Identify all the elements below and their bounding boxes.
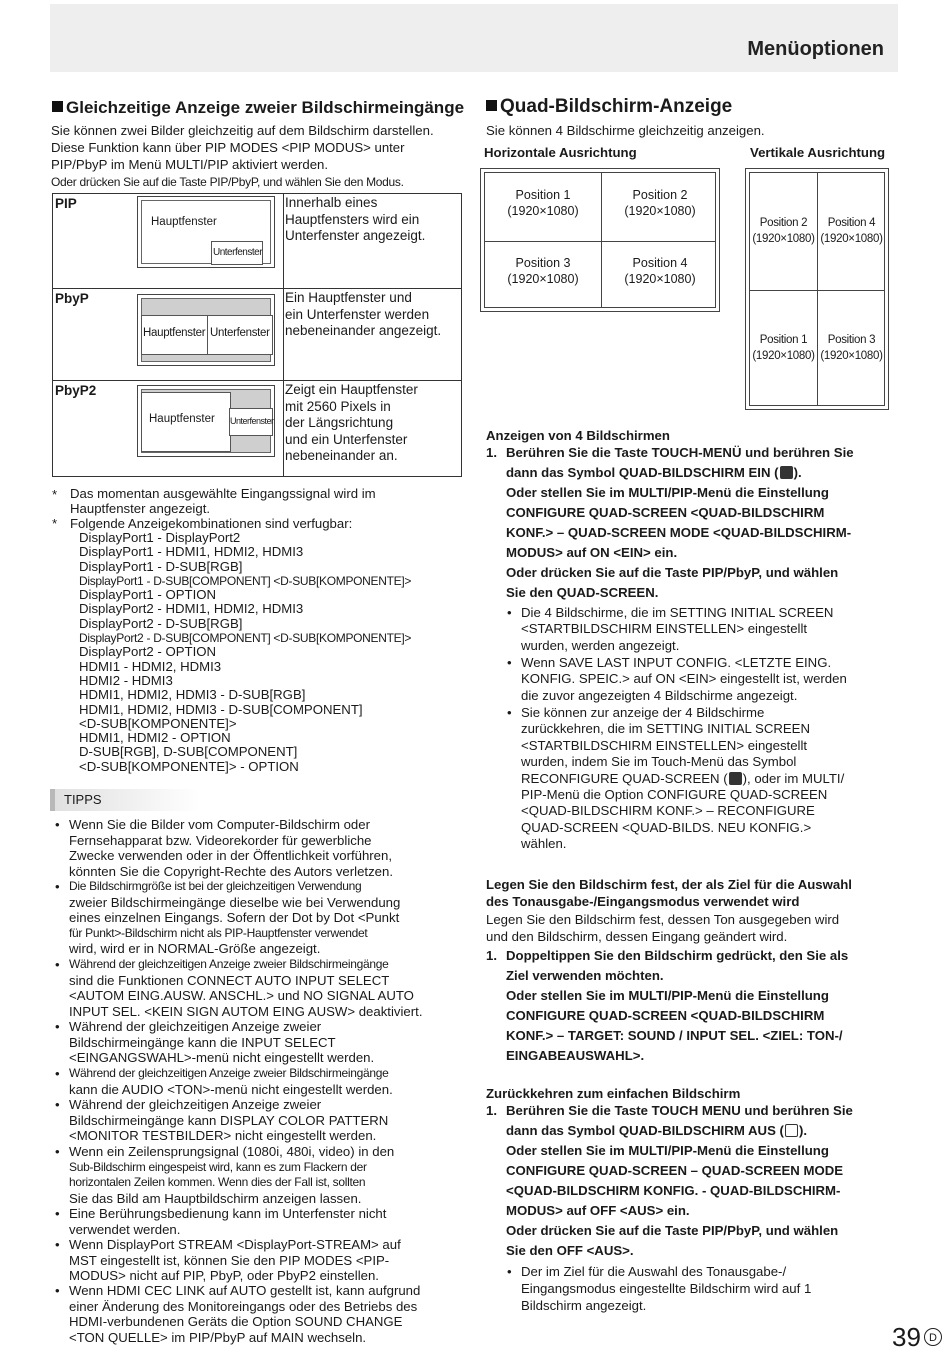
left-intro-2: Diese Funktion kann über PIP MODES <PIP MODUS> unter (51, 140, 405, 155)
target-text (486, 911, 839, 945)
note-2: Folgende Anzeigekombinationen sind verfugbar: (70, 516, 353, 531)
combination-item: DisplayPort1 - D-SUB[COMPONENT] <D-SUB[KOMPONENTE]> (79, 573, 412, 588)
pbyp-desc-line: Ein Hauptfenster und (285, 290, 412, 305)
pip-mode-table (52, 193, 462, 477)
step-line: Sie den QUAD-SCREEN. (506, 585, 659, 600)
tipps-item (69, 1144, 394, 1206)
tipps-label: TIPPS (64, 792, 102, 807)
pbyp-desc-line: ein Unterfenster werden (285, 306, 430, 322)
cell-name: Position 2 (759, 217, 808, 229)
pbyp-desc-line: nebeneinander angezeigt. (285, 323, 442, 338)
quad-screen-on-icon (780, 466, 793, 479)
cell-res: (1920×1080) (820, 350, 883, 362)
tipps-line: Fernsehapparat bzw. Videorekorder für gewerbliche (69, 832, 372, 848)
combination-item: <D-SUB[KOMPONENTE]> (79, 715, 237, 731)
show4-bullet (521, 655, 847, 704)
combination-item: HDMI2 - HDMI3 (79, 672, 173, 688)
step-line (506, 463, 854, 483)
pbyp2-desc-line: nebeneinander an. (285, 448, 398, 463)
show4-bullet (521, 705, 844, 853)
tipps-item (69, 1066, 393, 1097)
tipps-line: • Die Bildschirmgröße ist bei der gleichzeitigen Verwendung (69, 879, 362, 893)
cell-res: (1920×1080) (507, 272, 579, 286)
quad-divider (817, 173, 818, 405)
main-window-frame (141, 392, 231, 452)
combination-item: DisplayPort1 - HDMI1, HDMI2, HDMI3 (79, 544, 304, 560)
step-line: KONF.> – QUAD-SCREEN MODE <QUAD-BILDSCHIRM- (506, 525, 852, 540)
pip-row-label: PIP (55, 196, 77, 211)
cell-res: (1920×1080) (752, 233, 815, 245)
note-asterisk: * (52, 516, 58, 531)
step-number: 1. (486, 1103, 497, 1118)
tipps-line: Bildschirmeingänge kann DISPLAY COLOR PATTERN (69, 1112, 389, 1128)
step-line: EINGABEAUSWAHL>. (506, 1048, 645, 1063)
tipps-line: <AUTOM EING.AUSW. ANSCHL.> und NO SIGNAL AUTO (69, 988, 414, 1004)
combination-list (79, 531, 411, 774)
tipps-item (69, 957, 422, 1019)
note-1-line: Hauptfenster angezeigt. (70, 500, 211, 516)
tipps-item (69, 879, 400, 957)
step-line: Ziel verwenden möchten. (506, 968, 664, 983)
pbyp2-desc-line: der Längsrichtung (285, 415, 394, 430)
cell-res: (1920×1080) (507, 204, 579, 218)
tipps-line: sind die Funktionen CONNECT AUTO INPUT SELECT (69, 972, 390, 988)
pbyp2-row (53, 380, 461, 477)
pbyp-row (53, 288, 461, 381)
step-line: KONF.> – TARGET: SOUND / INPUT SEL. <ZIEL: TON-/ (506, 1028, 843, 1043)
pbyp2-monitor-diagram (137, 385, 275, 457)
step-line-text: ). (793, 465, 802, 480)
sub-window-frame (207, 315, 273, 355)
tipps-line: könnten Sie die Copyright-Rechte des Autors verletzen. (69, 863, 394, 879)
main-window-label: Hauptfenster (149, 413, 215, 425)
step-line: <QUAD-BILDSCHIRM KONFIG. - QUAD-BILDSCHIRM- (506, 1183, 841, 1198)
step-line: Sie den OFF <AUS>. (506, 1243, 634, 1258)
combination-item: HDMI1, HDMI2 - OPTION (79, 730, 231, 746)
tipps-line: kann die AUDIO <TON>-menü nicht eingestellt werden. (69, 1081, 393, 1097)
bullet-line: • Der im Ziel für die Auswahl des Tonausgabe-/ (521, 1264, 787, 1279)
bullet-line: KONFIG. SPEIC.> auf ON <EIN> eingestellt ist, werden (521, 671, 847, 687)
step-line (506, 1121, 853, 1141)
cell-name: Position 1 (759, 334, 808, 346)
tipps-line: Zwecke verwenden oder in der Öffentlichkeit vorführen, (69, 848, 393, 864)
tipps-item (69, 1097, 388, 1144)
step-line-text: ). (798, 1123, 807, 1138)
combination-item: DisplayPort1 - OPTION (79, 587, 217, 603)
quad-cell-position-2 (750, 215, 817, 247)
tipps-line: INPUT SEL. <KEIN SIGN AUTOM EING AUSW> deaktiviert. (69, 1003, 423, 1019)
horizontal-label: Horizontale Ausrichtung (484, 145, 637, 160)
cell-name: Position 3 (515, 256, 571, 270)
quad-cell-position-4 (602, 255, 718, 287)
step-line: Oder drücken Sie auf die Taste PIP/PbyP, und wählen (506, 1223, 839, 1238)
tipps-line: • Wenn Sie die Bilder vom Computer-Bildschirm oder (69, 817, 370, 832)
tipps-line: verwendet werden. (69, 1221, 181, 1237)
section-title-right-text: Quad-Bildschirm-Anzeige (500, 96, 733, 117)
bullet-line: zurückkehren, die im SETTING INITIAL SCREEN (521, 721, 810, 737)
section-title-right (486, 96, 732, 118)
reconfigure-quad-screen-icon (729, 772, 742, 785)
right-intro: Sie können 4 Bildschirme gleichzeitig anzeigen. (486, 123, 765, 138)
combination-item: DisplayPort2 - OPTION (79, 644, 217, 660)
bullet-line: • Wenn SAVE LAST INPUT CONFIG. <LETZTE EING. (521, 655, 832, 670)
target-step (506, 946, 848, 1066)
step-line-text: dann das Symbol QUAD-BILDSCHIRM EIN ( (506, 465, 779, 480)
pbyp-desc (285, 290, 441, 340)
quad-cell-position-1 (750, 332, 817, 364)
tipps-line: HDMI-verbundenen Geräts die Option SOUND CHANGE (69, 1314, 403, 1330)
combination-item: DisplayPort1 - DisplayPort2 (79, 530, 241, 545)
step-number: 1. (486, 948, 497, 963)
tipps-item (69, 1019, 374, 1066)
step-line: Berühren Sie die Taste TOUCH-MENÜ und berühren Sie (506, 445, 854, 460)
combination-item: DisplayPort1 - D-SUB[RGB] (79, 558, 243, 574)
vertical-quad-diagram (745, 168, 889, 410)
sub-window-frame (229, 408, 273, 436)
square-bullet-icon (486, 100, 497, 111)
cell-res: (1920×1080) (624, 272, 696, 286)
quad-cell-position-3 (818, 332, 885, 364)
combination-item: <D-SUB[KOMPONENTE]> - OPTION (79, 758, 299, 774)
bullet-line: PIP-Menü die Option CONFIGURE QUAD-SCREEN (521, 787, 828, 803)
bullet-line: wählen. (521, 836, 567, 852)
combination-item: D-SUB[RGB], D-SUB[COMPONENT] (79, 744, 298, 760)
step-line: Oder stellen Sie im MULTI/PIP-Menü die Einstellung (506, 485, 829, 500)
target-heading-line: des Tonausgabe-/Eingangsmodus verwendet wird (486, 894, 800, 909)
bullet-line: die zuvor angezeigten 4 Bildschirme angezeigt. (521, 687, 798, 703)
quad-divider (485, 241, 715, 242)
bullet-line: wurden, werden angezeigt. (521, 637, 680, 653)
main-window-label: Hauptfenster (151, 216, 217, 228)
main-window-label: Hauptfenster (143, 327, 206, 339)
step-line: CONFIGURE QUAD-SCREEN <QUAD-BILDSCHIRM (506, 505, 825, 520)
tipps-line: • Während der gleichzeitigen Anzeige zweier Bildschirmeingänge (69, 957, 389, 971)
quad-frame (484, 172, 716, 308)
pip-desc-line: Hauptfensters wird ein (285, 211, 420, 227)
header-bar (50, 4, 898, 72)
note-asterisk: * (52, 487, 58, 502)
quad-frame (749, 172, 885, 406)
cell-name: Position 3 (827, 334, 876, 346)
step-line: CONFIGURE QUAD-SCREEN <QUAD-BILDSCHIRM (506, 1008, 825, 1023)
tipps-line: für Punkt>-Bildschirm nicht als PIP-Hauptfenster verwendet (69, 925, 368, 940)
step-line: Oder stellen Sie im MULTI/PIP-Menü die Einstellung (506, 988, 829, 1003)
tipps-line: • Während der gleichzeitigen Anzeige zweier (69, 1097, 322, 1112)
step-number: 1. (486, 445, 497, 460)
step-line: MODUS> auf OFF <AUS> ein. (506, 1203, 690, 1218)
quad-screen-off-icon (785, 1124, 798, 1137)
pbyp2-row-label: PbyP2 (55, 383, 97, 398)
pbyp2-desc-line: mit 2560 Pixels in (285, 398, 391, 414)
target-text-line: und den Bildschirm, dessen Eingang geändert wird. (486, 929, 788, 944)
pip-row (53, 194, 461, 288)
combination-item: DisplayPort2 - HDMI1, HDMI2, HDMI3 (79, 601, 304, 617)
bullet-line: Bildschirm angezeigt. (521, 1298, 647, 1313)
pip-desc (285, 195, 425, 245)
step-line: Doppeltippen Sie den Bildschirm gedrückt, den Sie als (506, 948, 849, 963)
quad-cell-position-3 (485, 255, 601, 287)
cell-name: Position 4 (827, 217, 876, 229)
vertical-label: Vertikale Ausrichtung (750, 145, 886, 160)
quad-cell-position-1 (485, 187, 601, 219)
step-line-text: dann das Symbol QUAD-BILDSCHIRM AUS ( (506, 1123, 784, 1138)
main-window-frame (141, 315, 209, 355)
tipps-line: zweier Bildschirmeingänge dieselbe wie bei Verwendung (69, 894, 401, 910)
left-intro-small: Oder drücken Sie auf die Taste PIP/PbyP, und wählen Sie den Modus. (51, 175, 404, 189)
pip-desc-line: Innerhalb eines (285, 195, 378, 210)
bullet-line: QUAD-SCREEN <QUAD-BILDS. NEU KONFIG.> (521, 819, 812, 835)
quad-divider (750, 290, 884, 291)
combination-item: HDMI1 - HDMI2, HDMI3 (79, 658, 222, 674)
tipps-line: horizontalen Zeilen kommen. Wenn dies der Fall ist, sollten (69, 1175, 366, 1190)
cell-name: Position 2 (632, 188, 688, 202)
step-line: Berühren Sie die Taste TOUCH MENU und berühren Sie (506, 1103, 853, 1118)
pip-monitor-diagram (137, 196, 275, 268)
show4-bullet (521, 605, 833, 654)
step-line: Oder stellen Sie im MULTI/PIP-Menü die Einstellung (506, 1143, 829, 1158)
square-bullet-icon (52, 101, 63, 112)
tipps-banner (50, 789, 200, 811)
left-intro-3: PIP/PbyP im Menü MULTI/PIP aktiviert werden. (51, 157, 329, 172)
tipps-line: <MONITOR TESTBILDER> nicht eingestellt werden. (69, 1128, 377, 1144)
cell-res: (1920×1080) (624, 204, 696, 218)
bullet-line: Eingangsmodus eingestellte Bildschirm wird auf 1 (521, 1281, 812, 1296)
horizontal-quad-diagram (480, 168, 720, 312)
language-mark: D (924, 1328, 942, 1346)
quad-cell-position-2 (602, 187, 718, 219)
tipps-line: Sie das Bild am Hauptbildschirm anzeigen lassen. (69, 1190, 362, 1206)
bullet-line: <STARTBILDSCHIRM EINSTELLEN> eingestellt (521, 737, 808, 753)
bullet-line: wurden, indem Sie im Touch-Menü das Symbol (521, 754, 797, 770)
tipps-line: • Während der gleichzeitigen Anzeige zweier Bildschirmeingänge (69, 1066, 389, 1080)
note-1-line: Das momentan ausgewählte Eingangssignal wird im (70, 486, 376, 501)
pbyp2-desc-line: und ein Unterfenster (285, 431, 408, 447)
target-heading (486, 876, 852, 910)
target-heading-line: Legen Sie den Bildschirm fest, der als Ziel für die Auswahl (486, 877, 852, 892)
section-title-left-text: Gleichzeitige Anzeige zweier Bildschirmeingänge (66, 98, 465, 117)
pbyp2-desc-line: Zeigt ein Hauptfenster (285, 382, 418, 397)
tipps-line: • Wenn DisplayPort STREAM <DisplayPort-STREAM> auf (69, 1237, 401, 1252)
cell-res: (1920×1080) (820, 233, 883, 245)
sub-window-label: Unterfenster (210, 327, 270, 339)
tipps-line: • Während der gleichzeitigen Anzeige zweier (69, 1019, 322, 1034)
tipps-line: Bildschirmeingänge kann die INPUT SELECT (69, 1034, 336, 1050)
sub-window-frame (211, 241, 263, 265)
tipps-item (69, 1237, 401, 1284)
single-step (506, 1101, 853, 1261)
combination-item: HDMI1, HDMI2, HDMI3 - D-SUB[RGB] (79, 687, 306, 703)
tipps-line: eines einzelnen Eingangs. Sofern der Dot by Dot <Punkt (69, 910, 400, 926)
show4-heading: Anzeigen von 4 Bildschirmen (486, 428, 670, 443)
tipps-line: • Eine Berührungsbedienung kann im Unterfenster nicht (69, 1206, 387, 1221)
bullet-line-text: ), oder im MULTI/ (742, 770, 845, 786)
combination-item: DisplayPort2 - D-SUB[RGB] (79, 615, 243, 631)
pbyp2-desc (285, 382, 418, 465)
tipps-item (69, 1283, 420, 1345)
tipps-line: • Wenn ein Zeilensprungsignal (1080i, 480i, video) in den (69, 1144, 395, 1159)
combination-item: DisplayPort2 - D-SUB[COMPONENT] <D-SUB[KOMPONENTE]> (79, 631, 412, 646)
step-line: CONFIGURE QUAD-SCREEN – QUAD-SCREEN MODE (506, 1163, 844, 1178)
tipps-line: • Wenn HDMI CEC LINK auf AUTO gestellt ist, kann aufgrund (69, 1283, 421, 1298)
target-text-line: Legen Sie den Bildschirm fest, dessen Ton ausgegeben wird (486, 912, 840, 927)
bullet-line-text: RECONFIGURE QUAD-SCREEN ( (521, 770, 728, 786)
tipps-line: <TON QUELLE> im PIP/PbyP auf MAIN wechseln. (69, 1329, 367, 1345)
tipps-line: einer Änderung des Monitoreingangs oder des Betriebs des (69, 1298, 418, 1314)
quad-cell-position-4 (818, 215, 885, 247)
step-line: Oder drücken Sie auf die Taste PIP/PbyP, und wählen (506, 565, 839, 580)
sub-window-label: Unterfenster (230, 416, 274, 426)
page-header-title: Menüoptionen (747, 38, 884, 60)
cell-res: (1920×1080) (752, 350, 815, 362)
pip-desc-line: Unterfenster angezeigt. (285, 228, 426, 243)
tipps-line: Sub-Bildschirm eingespeist wird, kann es zum Flackern der (69, 1159, 367, 1174)
sub-window-label: Unterfenster (213, 247, 263, 258)
tipps-line: wird, wird er in NORMAL-Größe angezeigt. (69, 941, 321, 957)
tipps-item (69, 817, 393, 879)
section-title-left (52, 98, 464, 118)
cell-name: Position 1 (515, 188, 571, 202)
step-line: MODUS> auf ON <EIN> ein. (506, 545, 678, 560)
combination-item: HDMI1, HDMI2, HDMI3 - D-SUB[COMPONENT] (79, 701, 363, 717)
single-bullet (521, 1263, 811, 1314)
tipps-line: MODUS> nicht auf PIP, PbyP, oder PbyP2 einstellen. (69, 1268, 379, 1284)
bullet-line: • Sie können zur anzeige der 4 Bildschirme (521, 705, 765, 720)
tipps-item (69, 1206, 386, 1237)
bullet-line: • Die 4 Bildschirme, die im SETTING INITIAL SCREEN (521, 605, 834, 620)
bullet-line: <QUAD-BILDSCHIRM KONF.> – RECONFIGURE (521, 803, 815, 819)
show4-step (506, 443, 854, 603)
pbyp-monitor-diagram (137, 294, 275, 366)
bullet-line (521, 771, 844, 787)
pbyp-row-label: PbyP (55, 291, 89, 306)
single-heading: Zurückkehren zum einfachen Bildschirm (486, 1086, 741, 1101)
tipps-line: MST eingestellt ist, können Sie den PIP MODES <PIP- (69, 1252, 390, 1268)
note-1 (70, 487, 376, 516)
tipps-line: <EINGANGSWAHL>-menü nicht eingestellt werden. (69, 1050, 375, 1066)
cell-name: Position 4 (632, 256, 688, 270)
bullet-line: <STARTBILDSCHIRM EINSTELLEN> eingestellt (521, 621, 808, 637)
left-intro-1: Sie können zwei Bilder gleichzeitig auf dem Bildschirm darstellen. (51, 123, 434, 138)
page-number: 39 (892, 1322, 921, 1352)
